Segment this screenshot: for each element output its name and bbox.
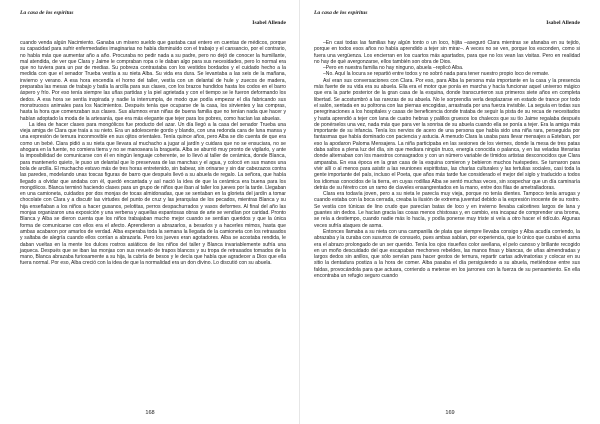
paragraph: La idea de hacer clases para mongólicos fue producto del azar. Un día llegó a la casa del senador Trueba una vieja amiga de Clara que traía a su nieto. Era un adolescente gordo y blando, con una redonda cara de luna mansa y una expresión de ternura inconmovible en sus ojitos orientales. Tenía quince años, pero Alba se dio cuenta de que era como un bebé. Clara pidió a su nieta que llevara al muchacho a jugar al jardín y cuidara que no se ensuciara, no se ahogara en la fuente, no comiera tierra y no se manoseara la bragueta. Alba se aburrió muy pronto de vigilarlo, y ante la imposibilidad de comunicarse con él en ningún lenguaje coherente, se lo llevó al taller de cerámica, donde Blanca, para mantenerlo quieto, le puso un delantal que lo preservara de las manchas y el agua, y colocó en sus manos una bola de arcilla. El muchacho estuvo más de tres horas entretenido, sin babear, sin orinarse y sin dar cabezazos contra las paredes, modelando unas toscas figuras de barro que después llevó a su abuela de regalo. La señora, que había llegado a olvidar que andaba con él, quedó encantada y así nació la idea de que la cerámica era buena para los mongólicos. Blanca terminó haciendo clases para un grupo de niños que iban al taller los jueves por la tarde. Llegaban en una camioneta, cuidados por dos monjas de tocas almidonadas, que se sentaban en la glorieta del jardín a tomar chocolate con Clara y a discutir las virtudes del punto de cruz y las jerarquías de los pecados, mientras Blanca y su hija enseñaban a los niños a hacer gusanos, pelotitas, perros despachurrados y vasos deformes. Al final del año las monjas organizaron una exposición y una verbena y aquellas espantosas obras de arte se vendían por caridad. Pronto Blanca y Alba se dieron cuenta que los niños trabajaban mucho mejor cuando se sentían queridos y que la única forma de comunicarse con ellos era el afecto. Aprendieron a abrazarlos, a besarlos y a hacerles mimos, hasta que ambas acabaron por amarlos de verdad. Alba esperaba toda la semana la llegada de la camioneta con los retrasados y saltaba de alegría cuando ellos corrían a abrazarla. Pero los jueves eran agotadores. Alba se acostaba rendida, le daban vueltas en la mente los dulces rostros asiáticos de los niños del taller y Blanca invariablemente sufría una jaqueca. Después que se iban las monjas con sus revuelo de trapos blancos y su tropa de retrasados tomados de la mano, Blanca abrazaba furiosamente a su hija, la cubría de besos y le decía que había que agradecer a Dios que ella fuera normal. Por eso, Alba creció con la idea de que la normalidad era un don divino. Lo discutió con su abuela. — [20, 121, 286, 267]
paragraph: –No. Aquí la locura se repartió entre todos y no sobró nada para tener nuestro propio loco de remate. — [323, 71, 550, 78]
body-text — [20, 40, 286, 267]
paragraph: –Pero en nuestra familia no hay ninguno, abuela –replicó Alba. — [323, 65, 464, 72]
running-author: Isabel Allende — [252, 20, 286, 26]
running-author: Isabel Allende — [546, 20, 580, 26]
paragraph: cuando venda algún Nacimiento. Ganaba un mísero sueldo que gastaba casi entero en cuentas de médicos, porque su capacidad para sufrir enfermedades imaginarias no había disminuido con el trabajo y el cansancio, por el contrario, no había más que aumentar año a año. Procuraba no pedir nada a su padre, pero no dejó de conocer la humillante, mal atendida, de ver que Clara y Jaime le compraban ropa o le daban algo para sus necesidades, pero lo normal era que no tuviera para un par de medias. Su pobreza contrastaba con los vestidos bordados y el cuidado hecho a la medida con que el senador Trueba vestía a su nieta Alba. Su vida era dura. Se levantaba a las seis de la mañana, invierno y verano. A esa hora encendía el horno del taller, vestía con un delantal de hule y zuecos de madera, preparaba las mesas de trabajo y batía la arcilla para sus clases, con los brazos hundidos hasta los codos en el barro áspero y frío. Por eso tenía siempre las uñas partidas y la piel agrietada y con el tiempo se le fueron deformando los dedos. A esa hora se sentía inspirada y nadie la interrumpía, de modo que podía empezar el día fabricando sus monstruosos animales para los Nacimientos. Después tenía que ocuparse de la casa, los sirvientes y las compras, hasta la hora que comenzaban sus clases. Sus alumnos eran niñas de buena familia que no tenían nada que hacer y habían adoptado la moda de la artesanía, que era más elegante que tejer para los pobres, como hacían las abuelas. — [20, 40, 286, 122]
page-number: 168 — [145, 410, 155, 416]
page-number: 169 — [445, 410, 455, 416]
right-page — [300, 0, 600, 424]
running-title: La casa de los espíritus — [314, 10, 368, 16]
running-header — [314, 10, 580, 40]
paragraph: Clara era todavía joven, pero a su nieta le parecía muy vieja, porque no tenía dientes. Tampoco tenía arrugas y cuando estaba con la boca cerrada, creaba la ilusión de extrema juventud debido a la expresión inocente de su rostro. Se vestía con túnicas de lino crudo que parecían batas de loco y en invierno llevaba calcetines largos de lana y guantes sin dedos. Le hacían gracia las cosas menos chistosas y, en cambio, era incapaz de comprender una broma, se reía a destiempo, cuando nadie más lo hacía, y podía ponerse muy triste si veía a otro hacer el ridículo. Algunas veces sufría ataques de asma. — [314, 191, 580, 229]
body-text — [314, 40, 580, 279]
running-title: La casa de los espíritus — [20, 10, 74, 16]
paragraph: –En casi todas las familias hay algún tonto o un loco, hijita –aseguró Clara mientras se afanaba en su tejido, porque en todos esos años no había aprendido a tejer sin mirar–. A veces no se ven, porque los esconden, como si fuera una vergüenza. Los encierran en los cuartos más apartados, para que no los vean las visitas. Pero en realidad no hay de qué avergonzarse, ellos también son obra de Dios. — [314, 40, 580, 65]
paragraph: Entonces llamaba a su nieta con una campanilla de plata que siempre llevaba consigo y Alba acudía corriendo, la abrazaba y la curaba con susurros de consuelo, pues ambas sabían, por experiencia, que lo único que curaba el asma era el abrazo prolongado de un ser querido. Tenía los ojos risueños color avellana, el pelo canoso y brillante recogido en un moño descuidado del que escapaban mechones rebeldes, las manos finas y blancas, de uñas almendradas y largos dedos sin anillos, que sólo servían para hacer gestos de ternura, repartir cartas adivinatorias y colocar en su sitio la dentadura postiza a la hora de comer. Alba pasaba el día persiguiendo a su abuela, metiéndose entre sus faldas, provocándola para que actuara, corriendo a meterse en los jarrones con la fuerza de su pensamiento. En ella encontraba un refugio seguro cuando — [314, 228, 580, 279]
running-header — [20, 10, 286, 40]
paragraph: Así eran sus conversaciones con Clara. Por eso, para Alba la persona más importante en la casa y la presencia más fuerte de su vida era su abuela. Ella era el motor que ponía en marcha y hacía funcionar aquel universo mágico que era la parte posterior de la gran casa de la esquina, donde transcurrieron sus primeros siete años en completa libertad. Se acostumbró a las rarezas de su abuela. No le sorprendía verla desplazarse en estado de trance por todo el salón, sentada en su poltrona con las piernas encogidas, arrastrada por una fuerza invisible. La seguía en todas sus peregrinaciones a los hospitales y casas de beneficencia donde trataba de seguir la pista de su recua de necesitados y hasta aprendió a tejer con lana de cuatro hebras y palillos gruesos los chalecos que su tío Jaime regalaba después de ponérselos una vez, nada más que para ver la sonrisa de su abuela cuando ella se ponía a tejer. Era la amiga más importante de su infancia. Tenía los nervios de acero de una persona que había sido una niña rara, perseguida por fantasmas que había dominado con paciencia y astucia. A menudo Clara la usaba para llevar mensajes a Esteban, por eso la apodaron Paloma Mensajera. La niña participaba en las sesiones de los viernes, donde la mesa de tres patas daba saltos a plena luz del día, sin que mediara ningún truco, energía conocida o palanca, y en las veladas literarias donde alternaban con los maestros consagrados y con un número variable de tímidos artistas desconocidos que Clara amparaba. En esa época en la gran casa de la esquina comieron y bebieron muchos huéspedes. Se turnaron para vivir allí o al menos para asistir a las reuniones espiritistas, las charlas culturales y las tertulias sociales, casi toda la gente importante del país, incluso el Poeta, que años más tarde fue considerado el mejor del siglo y traducido a todos los idiomas conocidos de la tierra, en cuyas rodillas Alba se sentó muchas veces, sin sospechar que un día caminaría detrás de su féretro con un ramo de claveles ensangrentados en la mano, entre dos filas de ametralladoras. — [314, 77, 580, 191]
